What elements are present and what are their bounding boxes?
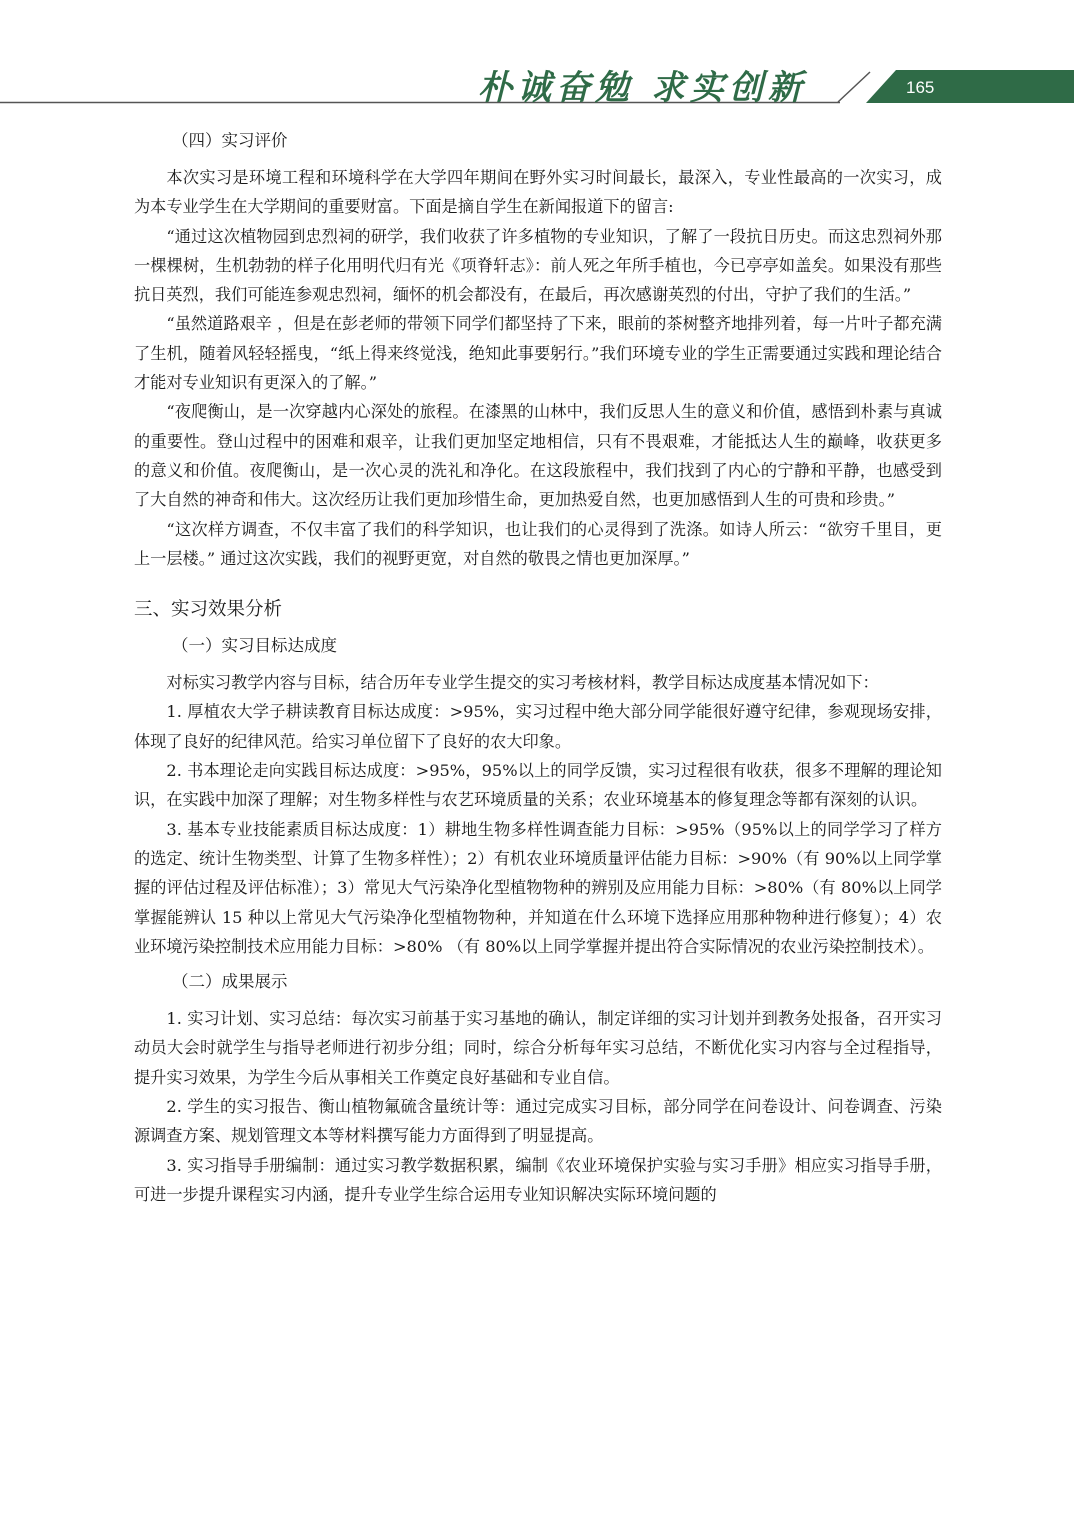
page-number: 165 (906, 78, 935, 97)
paragraph: 3. 实习指导手册编制：通过实习教学数据积累，编制《农业环境保护实验与实习手册》相应实习指导手册，可进一步提升课程实习内涵，提升专业学生综合运用专业知识解决实际环境问题的 (134, 1155, 942, 1204)
paragraph: 1. 厚植农大学子耕读教育目标达成度：>95%，实习过程中绝大部分同学能很好遵守纪律，参观现场安排，体现了良好的纪律风范。给实习单位留下了良好的农大印象。 (134, 702, 942, 751)
paragraph: 2. 书本理论走向实践目标达成度：>95%，95%以上的同学反馈，实习过程很有收获，很多不理解的理论知识，在实践中加深了理解；对生物多样性与农艺环境质量的关系；农业环境基本的修复理念等都有深刻的认识。 (134, 761, 942, 810)
header-motto: 朴诚奋勉 求实创新 (478, 68, 807, 108)
paragraph: 本次实习是环境工程和环境科学在大学四年期间在野外实习时间最长，最深入，专业性最高的一次实习，成为本专业学生在大学期间的重要财富。下面是摘自学生在新闻报道下的留言: (134, 168, 942, 217)
header-slash (838, 72, 870, 102)
quote-paragraph: “通过这次植物园到忠烈祠的研学，我们收获了许多植物的专业知识，了解了一段抗日历史。而这忠烈祠外那一棵棵树，生机勃勃的样子化用明代归有光《项脊轩志》：前人死之年所手植也，今已亭亭如盖矣。如果没有那些抗日英烈，我们可能连参观忠烈祠，缅怀的机会都没有，在最后，再次感谢英烈的付出，守护了我们的生活。” (134, 226, 942, 305)
quote-paragraph: “这次样方调查，不仅丰富了我们的科学知识，也让我们的心灵得到了洗涤。如诗人所云：“欲穷千里目，更上一层楼。” 通过这次实践，我们的视野更宽，对自然的敬畏之情也更加深厚。” (134, 519, 942, 568)
page-number-tab (866, 70, 1074, 103)
page-header (0, 0, 1074, 110)
subsection-title-evaluation: （四）实习评价 (172, 131, 288, 150)
page-body (134, 124, 942, 1209)
section-title-effect-analysis: 三、实习效果分析 (134, 599, 283, 621)
quote-paragraph: “夜爬衡山，是一次穿越内心深处的旅程。在漆黑的山林中，我们反思人生的意义和价值，感悟到朴素与真诚的重要性。登山过程中的困难和艰辛，让我们更加坚定地相信，只有不畏艰难，才能抵达人生的巅峰，收获更多的意义和价值。夜爬衡山，是一次心灵的洗礼和净化。在这段旅程中，我们找到了内心的宁静和平静，也感受到了大自然的神奇和伟大。这次经历让我们更加珍惜生命，更加热爱自然，也更加感悟到人生的可贵和珍贵。” (134, 402, 942, 510)
quote-paragraph: “虽然道路艰辛 ，但是在彭老师的带领下同学们都坚持了下来，眼前的茶树整齐地排列着，每一片叶子都充满了生机，随着风轻轻摇曳，“纸上得来终觉浅，绝知此事要躬行。”我们环境专业的学生正需要通过实践和理论结合才能对专业知识有更深入的了解。” (134, 314, 942, 393)
subsection-title-goal-achievement: （一）实习目标达成度 (172, 636, 337, 656)
paragraph: 2. 学生的实习报告、衡山植物氟硫含量统计等：通过完成实习目标，部分同学在问卷设计、问卷调查、污染源调查方案、规划管理文本等材料撰写能力方面得到了明显提高。 (134, 1097, 942, 1146)
paragraph: 对标实习教学内容与目标，结合历年专业学生提交的实习考核材料，教学目标达成度基本情况如下： (166, 673, 879, 693)
subsection-title-results: （二）成果展示 (172, 972, 288, 992)
paragraph: 3. 基本专业技能素质目标达成度：1）耕地生物多样性调查能力目标：>95%（95%以上的同学学习了样方的选定、统计生物类型、计算了生物多样性）；2）有机农业环境质量评估能力目标：>90%（有 90%以上同学掌握的评估过程及评估标准）；3）常见大气污染净化型植物物种的辨别及应用能力目标：>80%（有 80%以上同学掌握能辨认 15 种以上常见大气污染净化型植物物种，并知道在什么环境下选择应用那种物种进行修复）；4）农业环境污染控制技术应用能力目标：>80% （有 80%以上同学掌握并提出符合实际情况的农业污染控制技术）。 (134, 819, 942, 956)
paragraph: 1. 实习计划、实习总结：每次实习前基于实习基地的确认，制定详细的实习计划并到教务处报备，召开实习动员大会时就学生与指导老师进行初步分组；同时，综合分析每年实习总结，不断优化实习内容与全过程指导，提升实习效果，为学生今后从事相关工作奠定良好基础和专业自信。 (134, 1009, 942, 1087)
